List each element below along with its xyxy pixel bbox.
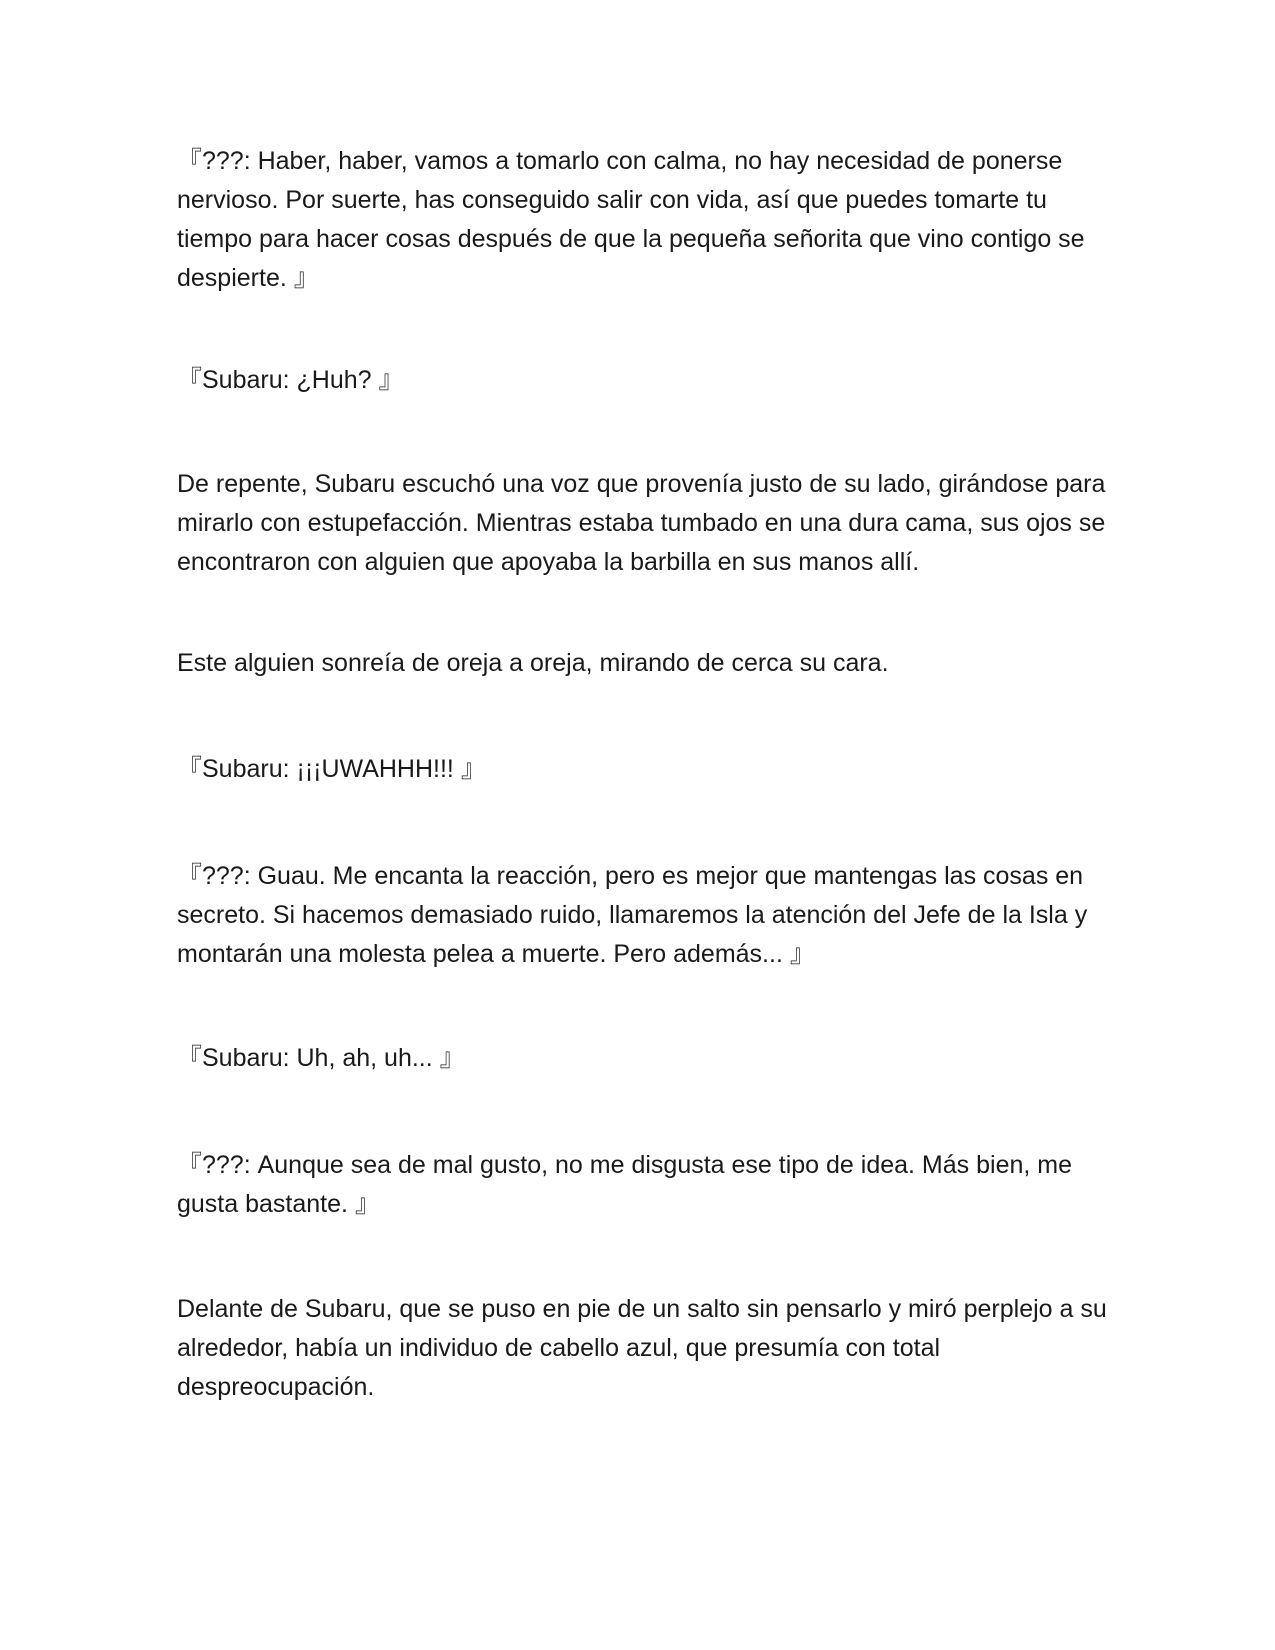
paragraph-dialogue-subaru-1: 『Subaru: ¿Huh? 』	[177, 366, 404, 394]
paragraph-dialogue-stranger-2: 『???: Guau. Me encanta la reacción, pero es mejor que mantengas las cosas en secreto. Si hacemos demasiado ruido, llamaremos la atención del Jefe de la Isla y montarán una molesta pelea a muerte. Pero además... 』	[177, 862, 1095, 968]
paragraph-narration-1: De repente, Subaru escuchó una voz que provenía justo de su lado, girándose para mirarlo con estupefacción. Mientras estaba tumbado en una dura cama, sus ojos se encontraron con alguien que apoyaba la barbilla en sus manos allí.	[177, 470, 1113, 576]
paragraph-narration-2: Este alguien sonreía de oreja a oreja, mirando de cerca su cara.	[177, 649, 889, 677]
paragraph-dialogue-subaru-2: 『Subaru: ¡¡¡UWAHHH!!! 』	[177, 755, 486, 783]
paragraph-dialogue-stranger-1: 『???: Haber, haber, vamos a tomarlo con calma, no hay necesidad de ponerse nervioso. Por suerte, has conseguido salir con vida, así que puedes tomarte tu tiempo para hacer cosas después de que la pequeña señorita que vino contigo se despierte. 』	[177, 147, 1092, 292]
paragraph-narration-3: Delante de Subaru, que se puso en pie de un salto sin pensarlo y miró perplejo a su alrededor, había un individuo de cabello azul, que presumía con total despreocupación.	[177, 1295, 1114, 1401]
paragraph-dialogue-subaru-3: 『Subaru: Uh, ah, uh... 』	[177, 1044, 465, 1072]
paragraph-dialogue-stranger-3: 『???: Aunque sea de mal gusto, no me disgusta ese tipo de idea. Más bien, me gusta bastante. 』	[177, 1151, 1079, 1218]
